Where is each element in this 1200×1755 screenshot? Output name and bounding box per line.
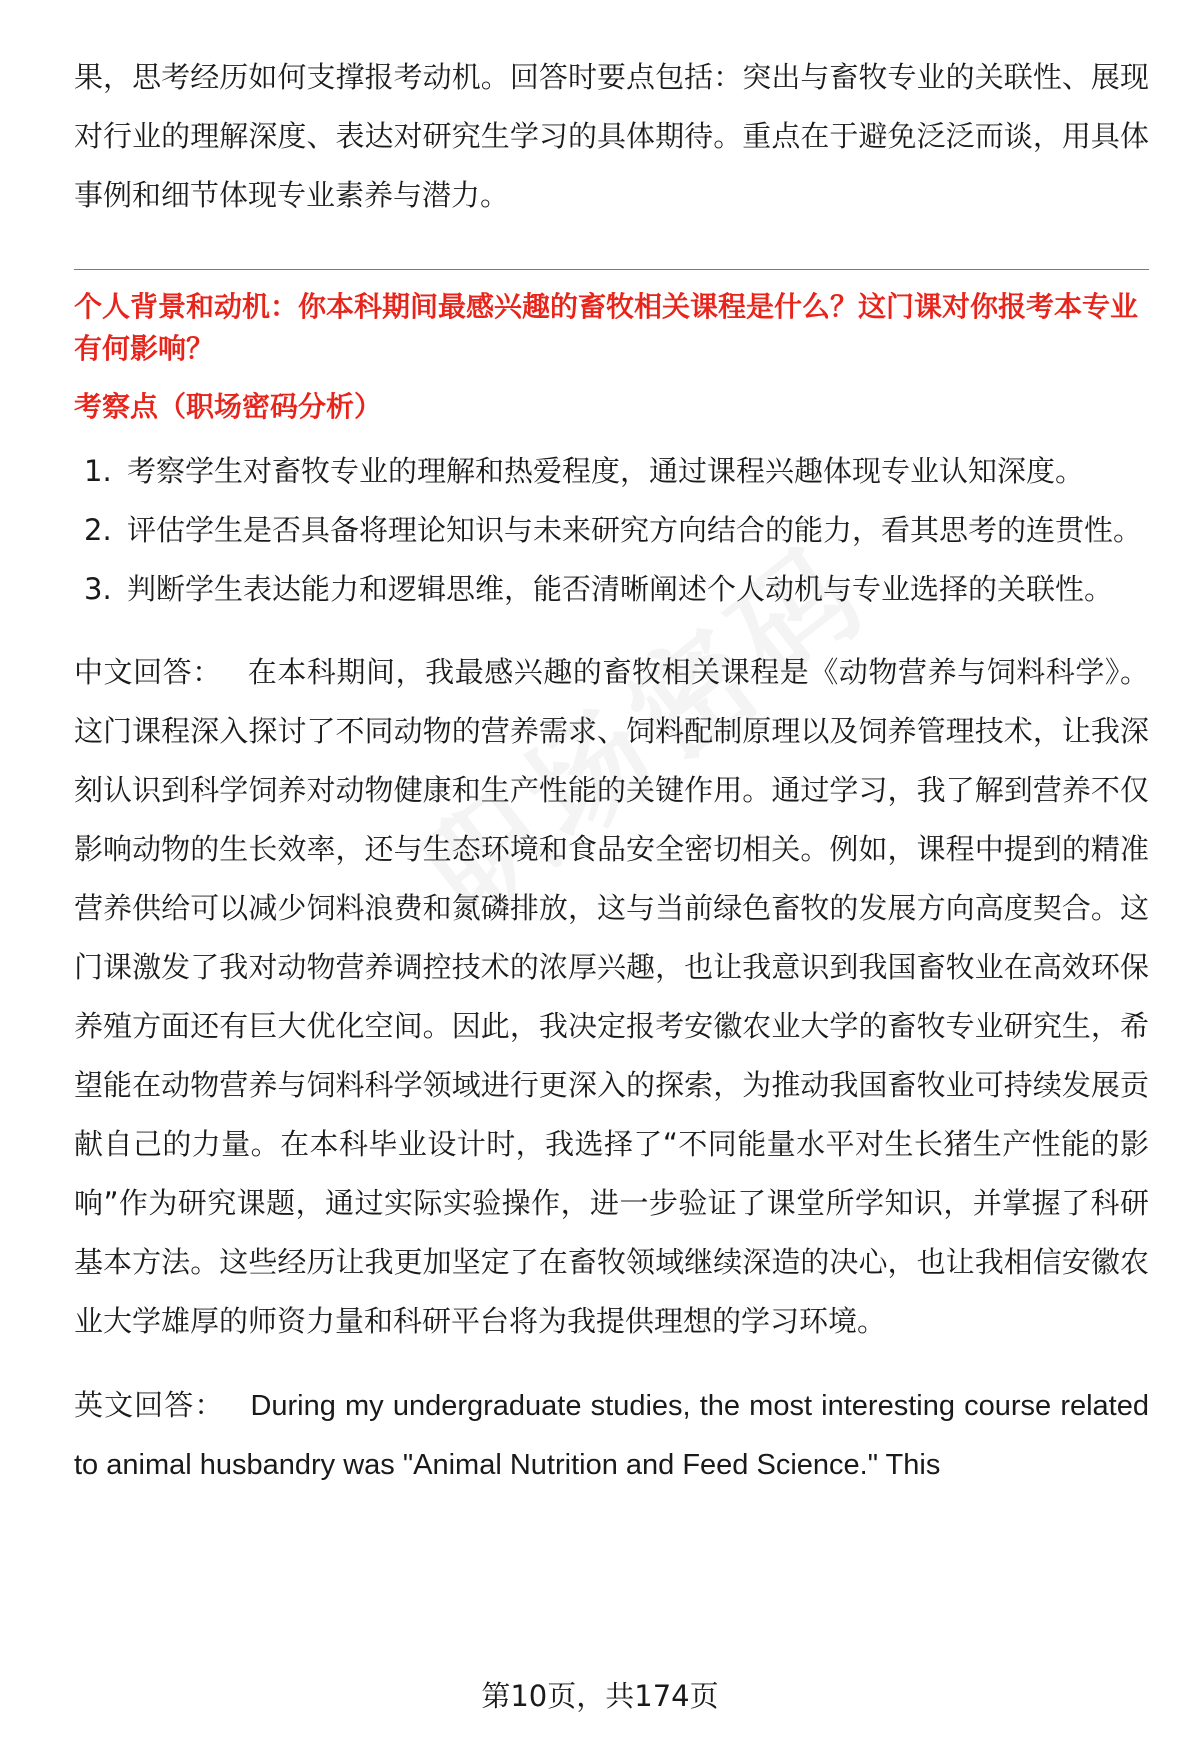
list-item: [74, 560, 1149, 619]
english-answer-label: 英文回答：: [74, 1390, 225, 1422]
chinese-answer-label: 中文回答：: [74, 655, 222, 689]
list-item: [74, 442, 1149, 501]
list-item-number: 3.: [84, 572, 112, 606]
list-item-number: 2.: [84, 513, 112, 547]
points-list: [74, 442, 1149, 619]
english-answer-text: During my undergraduate studies, the most interesting course related to animal husbandry was "Animal Nutrition and Feed Science." This: [74, 1390, 1149, 1481]
english-answer: [74, 1377, 1149, 1495]
list-item-text: 考察学生对畜牧专业的理解和热爱程度，通过课程兴趣体现专业认知深度。: [127, 454, 1085, 488]
list-item-text: 判断学生表达能力和逻辑思维，能否清晰阐述个人动机与专业选择的关联性。: [127, 572, 1114, 606]
list-item-text: 评估学生是否具备将理论知识与未来研究方向结合的能力，看其思考的连贯性。: [127, 513, 1143, 547]
list-item: [74, 501, 1149, 560]
intro-paragraph: 果，思考经历如何支撑报考动机。回答时要点包括：突出与畜牧专业的关联性、展现对行业的理解深度、表达对研究生学习的具体期待。重点在于避免泛泛而谈，用具体事例和细节体现专业素养与潜力。: [74, 60, 1149, 212]
section-divider: [74, 269, 1149, 270]
document-page: [74, 48, 1149, 1495]
question-heading: 个人背景和动机：你本科期间最感兴趣的畜牧相关课程是什么？这门课对你报考本专业有何影响？: [74, 290, 1139, 365]
list-item-number: 1.: [84, 454, 112, 488]
chinese-answer-text: 在本科期间，我最感兴趣的畜牧相关课程是《动物营养与饲料科学》。这门课程深入探讨了不同动物的营养需求、饲料配制原理以及饲养管理技术，让我深刻认识到科学饲养对动物健康和生产性能的关键作用。通过学习，我了解到营养不仅影响动物的生长效率，还与生态环境和食品安全密切相关。例如，课程中提到的精准营养供给可以减少饲料浪费和氮磷排放，这与当前绿色畜牧的发展方向高度契合。这门课激发了我对动物营养调控技术的浓厚兴趣，也让我意识到我国畜牧业在高效环保养殖方面还有巨大优化空间。因此，我决定报考安徽农业大学的畜牧专业研究生，希望能在动物营养与饲料科学领域进行更深入的探索，为推动我国畜牧业可持续发展贡献自己的力量。在本科毕业设计时，我选择了“不同能量水平对生长猪生产性能的影响”作为研究课题，通过实际实验操作，进一步验证了课堂所学知识，并掌握了科研基本方法。这些经历让我更加坚定了在畜牧领域继续深造的决心，也让我相信安徽农业大学雄厚的师资力量和科研平台将为我提供理想的学习环境。: [74, 655, 1149, 1338]
page-footer: 第10页，共174页: [481, 1679, 719, 1713]
chinese-answer: [74, 643, 1149, 1351]
section-title: 考察点（职场密码分析）: [74, 390, 383, 423]
